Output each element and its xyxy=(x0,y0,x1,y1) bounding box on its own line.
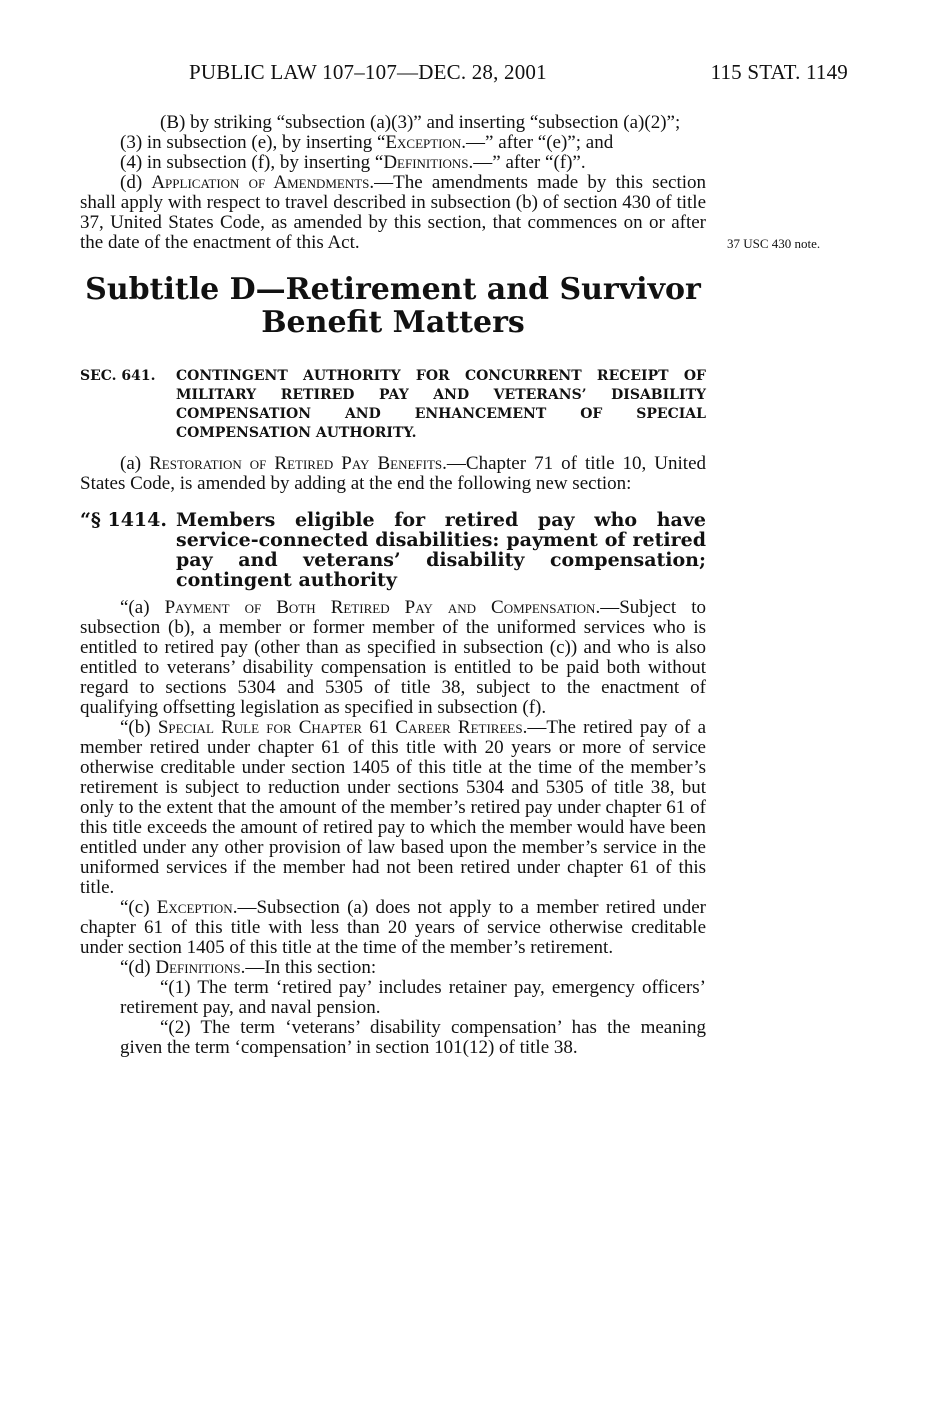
subtitle-heading xyxy=(80,273,706,339)
subsection-b: “(b) Special Rule for Chapter 61 Career Retirees.—The retired pay of a member retired under chapter 61 of this title with 20 years or more of service otherwise creditable under section 1405 of this title at the time of the member’s retirement is subject to reduction under sections 5304 and 5305 of title 38, but only to the extent that the amount of the member’s retired pay under chapter 61 of this title exceeds the amount of retired pay to which the member would have been entitled under any other provision of law based upon the member’s service in the uniformed services if the member had not been retired under chapter 61 of this title. xyxy=(80,717,707,898)
subsection-a: “(a) Payment of Both Retired Pay and Compensation.—Subject to subsection (b), a member or former member of the uniformed services who is entitled to retired pay (other than as specified in subsection (c)) and who is also entitled to veterans’ disability compensation is entitled to be paid both without regard to sections 5304 and 5305 of title 38, subject to the enactment of qualifying offsetting legislation as specified in subsection (f). xyxy=(80,597,706,718)
section-number: SEC. 641. xyxy=(80,368,156,384)
subtitle-line-1: Subtitle D—Retirement and Survivor xyxy=(85,272,701,307)
subsection-d-paragraph-2: “(2) The term ‘veterans’ disability compensation’ has the meaning given the term ‘compensation’ in section 101(12) of title 38. xyxy=(120,1017,706,1058)
new-section-number: “§ 1414. xyxy=(80,509,167,531)
document-body xyxy=(80,113,706,1058)
paragraph-a-restoration: (a) Restoration of Retired Pay Benefits.—Chapter 71 of title 10, United States Code, is amended by adding at the end the following new section: xyxy=(80,453,707,494)
subsection-d: “(d) Definitions.—In this section: xyxy=(120,957,377,978)
new-section-heading xyxy=(80,510,706,590)
section-title: CONTINGENT AUTHORITY FOR CONCURRENT RECEIPT OF MILITARY RETIRED PAY AND VETERANS’ DISABILITY COMPENSATION AND ENHANCEMENT OF SPECIAL COMPENSATION AUTHORITY. xyxy=(176,368,706,441)
subsection-d-paragraph-1: “(1) The term ‘retired pay’ includes retainer pay, emergency officers’ retirement pay, and naval pension. xyxy=(120,977,706,1018)
subsection-c: “(c) Exception.—Subsection (a) does not apply to a member retired under chapter 61 of this title with less than 20 years of service otherwise creditable under section 1405 of this title at the time of the member’s retirement. xyxy=(80,897,706,958)
running-header-title: PUBLIC LAW 107–107—DEC. 28, 2001 xyxy=(189,60,547,84)
paragraph-4-definitions: (4) in subsection (f), by inserting “Definitions.—” after “(f)”. xyxy=(120,152,586,173)
paragraph-b-striking: (B) by striking “subsection (a)(3)” and inserting “subsection (a)(2)”; xyxy=(160,112,681,133)
margin-note-citation: 37 USC 430 note. xyxy=(727,236,821,251)
new-section-title: Members eligible for retired pay who have service-connected disabilities: payment of retired pay and veterans’ disability compensation; contingent authority xyxy=(176,509,706,591)
subtitle-line-2: Benefit Matters xyxy=(261,305,525,340)
paragraph-3-exception: (3) in subsection (e), by inserting “Exception.—” after “(e)”; and xyxy=(120,132,614,153)
paragraph-d-application: (d) Application of Amendments.—The amendments made by this section shall apply with respect to travel described in subsection (b) of section 430 of title 37, United States Code, as amended by this section, that commences on or after the date of the enactment of this Act. xyxy=(80,172,707,253)
running-header-page-number: 115 STAT. 1149 xyxy=(710,60,848,84)
section-heading xyxy=(80,367,706,443)
